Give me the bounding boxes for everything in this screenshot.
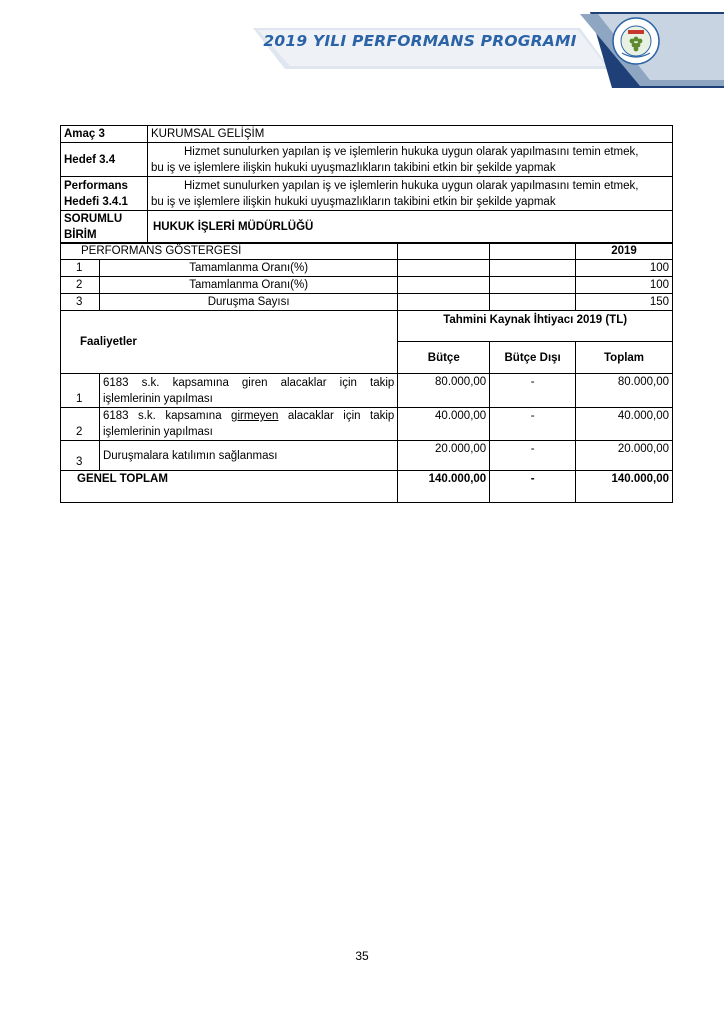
activity-off-budget: - — [490, 374, 576, 408]
activity-row — [61, 441, 673, 471]
performance-goal-label — [61, 177, 148, 211]
activity-total: 20.000,00 — [576, 441, 673, 471]
activity-text: Duruşmalara katılımın sağlanması — [99, 441, 397, 471]
activity-budget: 40.000,00 — [398, 408, 490, 441]
goal-info-table — [60, 125, 673, 244]
indicator-header-empty-2 — [490, 243, 576, 260]
activity-row — [61, 408, 673, 441]
grand-total-row — [61, 471, 673, 503]
responsible-unit-text: HUKUK İŞLERİ MÜDÜRLÜĞÜ — [153, 221, 314, 233]
responsible-unit-label — [61, 211, 148, 244]
activity-text — [99, 408, 397, 441]
activity-total: 80.000,00 — [576, 374, 673, 408]
activity-no: 2 — [61, 408, 100, 441]
performance-goal-text-line-2: bu iş ve işlemlere ilişkin hukuki uyuşmazlıkların takibini etkin bir şekilde yapmak — [151, 195, 556, 208]
municipality-seal-icon — [612, 17, 660, 65]
performance-goal-row — [61, 177, 673, 211]
activity-budget: 20.000,00 — [398, 441, 490, 471]
performance-table — [60, 242, 673, 503]
indicator-no: 2 — [61, 277, 100, 294]
activity-budget: 80.000,00 — [398, 374, 490, 408]
indicator-header-empty-1 — [398, 243, 490, 260]
activity-total: 40.000,00 — [576, 408, 673, 441]
indicator-value: 100 — [576, 277, 673, 294]
activity-text-line-2: işlemlerinin yapılması — [102, 392, 213, 405]
grand-total-total: 140.000,00 — [576, 471, 673, 503]
indicator-row — [61, 260, 673, 277]
activity-off-budget: - — [490, 408, 576, 441]
hedef-text-line-2: bu iş ve işlemlere ilişkin hukuki uyuşmazlıkların takibini etkin bir şekilde yapmak — [151, 161, 556, 174]
activities-label: Faaliyetler — [61, 311, 398, 374]
amac-value: KURUMSAL GELİŞİM — [148, 126, 673, 143]
activity-text-line-1 — [103, 408, 394, 424]
performance-goal-label-line-2: Hedefi 3.4.1 — [64, 195, 128, 208]
activity-text — [99, 374, 397, 408]
indicator-value: 100 — [576, 260, 673, 277]
amac-label: Amaç 3 — [61, 126, 148, 143]
responsible-unit-label-line-2: BİRİM — [64, 229, 97, 241]
indicator-empty — [398, 277, 490, 294]
performance-goal-text — [148, 177, 673, 211]
document-title: 2019 YILI PERFORMANS PROGRAMI — [263, 32, 577, 50]
grand-total-off-budget: - — [490, 471, 576, 503]
activity-text-post: alacaklar için takip — [278, 410, 395, 422]
indicator-header-label: PERFORMANS GÖSTERGESİ — [61, 243, 398, 260]
indicator-name: Tamamlanma Oranı(%) — [99, 260, 397, 277]
hedef-row — [61, 143, 673, 177]
activity-row — [61, 374, 673, 408]
hedef-text — [148, 143, 673, 177]
indicator-empty — [398, 260, 490, 277]
indicator-year: 2019 — [576, 243, 673, 260]
indicator-row — [61, 277, 673, 294]
responsible-unit-value — [148, 211, 673, 244]
indicator-no: 1 — [61, 260, 100, 277]
amac-row — [61, 126, 673, 143]
indicator-no: 3 — [61, 294, 100, 311]
activity-off-budget: - — [490, 441, 576, 471]
indicator-value: 150 — [576, 294, 673, 311]
indicator-empty — [490, 260, 576, 277]
resource-header: Tahmini Kaynak İhtiyacı 2019 (TL) — [398, 311, 673, 342]
budget-column-header: Bütçe — [398, 342, 490, 374]
grand-total-budget: 140.000,00 — [398, 471, 490, 503]
indicator-name: Duruşma Sayısı — [99, 294, 397, 311]
grand-total-label: GENEL TOPLAM — [61, 471, 398, 503]
total-column-header: Toplam — [576, 342, 673, 374]
header-banner — [0, 0, 724, 90]
indicator-empty — [490, 294, 576, 311]
performance-goal-label-line-1: Performans — [64, 179, 128, 192]
indicator-header-row — [61, 243, 673, 260]
indicator-row — [61, 294, 673, 311]
page-number: 35 — [355, 949, 369, 963]
responsible-unit-row — [61, 211, 673, 244]
responsible-unit-label-line-1: SORUMLU — [64, 213, 123, 225]
activity-text-line-1: 6183 s.k. kapsamına giren alacaklar için takip — [102, 376, 395, 389]
off-budget-column-header: Bütçe Dışı — [490, 342, 576, 374]
hedef-text-line-1: Hizmet sunulurken yapılan iş ve işlemlerin hukuka uygun olarak yapılmasını temin etmek, — [184, 145, 639, 158]
hedef-label: Hedef 3.4 — [61, 143, 148, 177]
activity-text-line-2: işlemlerinin yapılması — [102, 426, 213, 438]
activity-text-underlined: girmeyen — [231, 410, 279, 422]
resource-header-row — [61, 311, 673, 342]
performance-goal-text-line-1: Hizmet sunulurken yapılan iş ve işlemlerin hukuka uygun olarak yapılmasını temin etmek, — [184, 179, 639, 192]
activity-text-pre: 6183 s.k. kapsamına — [102, 410, 232, 422]
activity-no: 1 — [61, 374, 100, 408]
indicator-name: Tamamlanma Oranı(%) — [99, 277, 397, 294]
activity-no: 3 — [61, 441, 100, 471]
indicator-empty — [490, 277, 576, 294]
indicator-empty — [398, 294, 490, 311]
